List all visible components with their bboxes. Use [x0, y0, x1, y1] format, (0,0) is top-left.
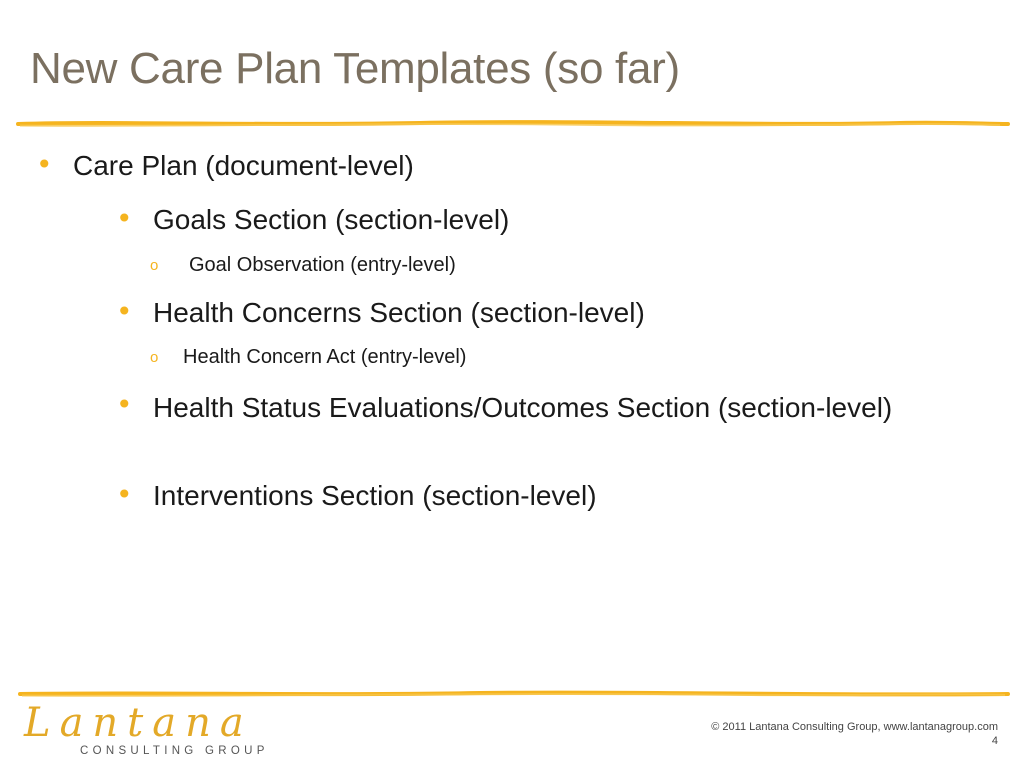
- bullet-text: Interventions Section (section-level): [153, 480, 597, 511]
- bullet-marker-icon: •: [36, 148, 53, 181]
- bullet-marker-icon: •: [116, 202, 133, 235]
- bullet-text: Health Concerns Section (section-level): [153, 297, 645, 328]
- lantana-logo: [24, 700, 269, 762]
- bullet-text: Health Status Evaluations/Outcomes Section (section-level): [153, 392, 893, 423]
- hollow-circle-marker-icon: o: [150, 349, 159, 366]
- logo-wordmark: Lantana: [24, 700, 253, 746]
- bullet-text: Goals Section (section-level): [153, 204, 510, 235]
- bullet-marker-icon: •: [116, 295, 133, 328]
- bullet-marker-icon: •: [116, 478, 133, 511]
- page-number: 4: [991, 735, 998, 747]
- bullet-text: Health Concern Act (entry-level): [183, 346, 467, 368]
- bullet-text: Goal Observation (entry-level): [189, 254, 456, 276]
- bullet-text: Care Plan (document-level): [73, 150, 414, 181]
- slide-title: New Care Plan Templates (so far): [30, 44, 680, 93]
- top-divider-line: [0, 116, 1024, 132]
- bullet-marker-icon: •: [116, 388, 133, 421]
- logo-tagline: CONSULTING GROUP: [80, 745, 269, 757]
- footer-copyright: © 2011 Lantana Consulting Group, www.lantanagroup.com: [711, 721, 998, 733]
- hollow-circle-marker-icon: o: [150, 257, 159, 274]
